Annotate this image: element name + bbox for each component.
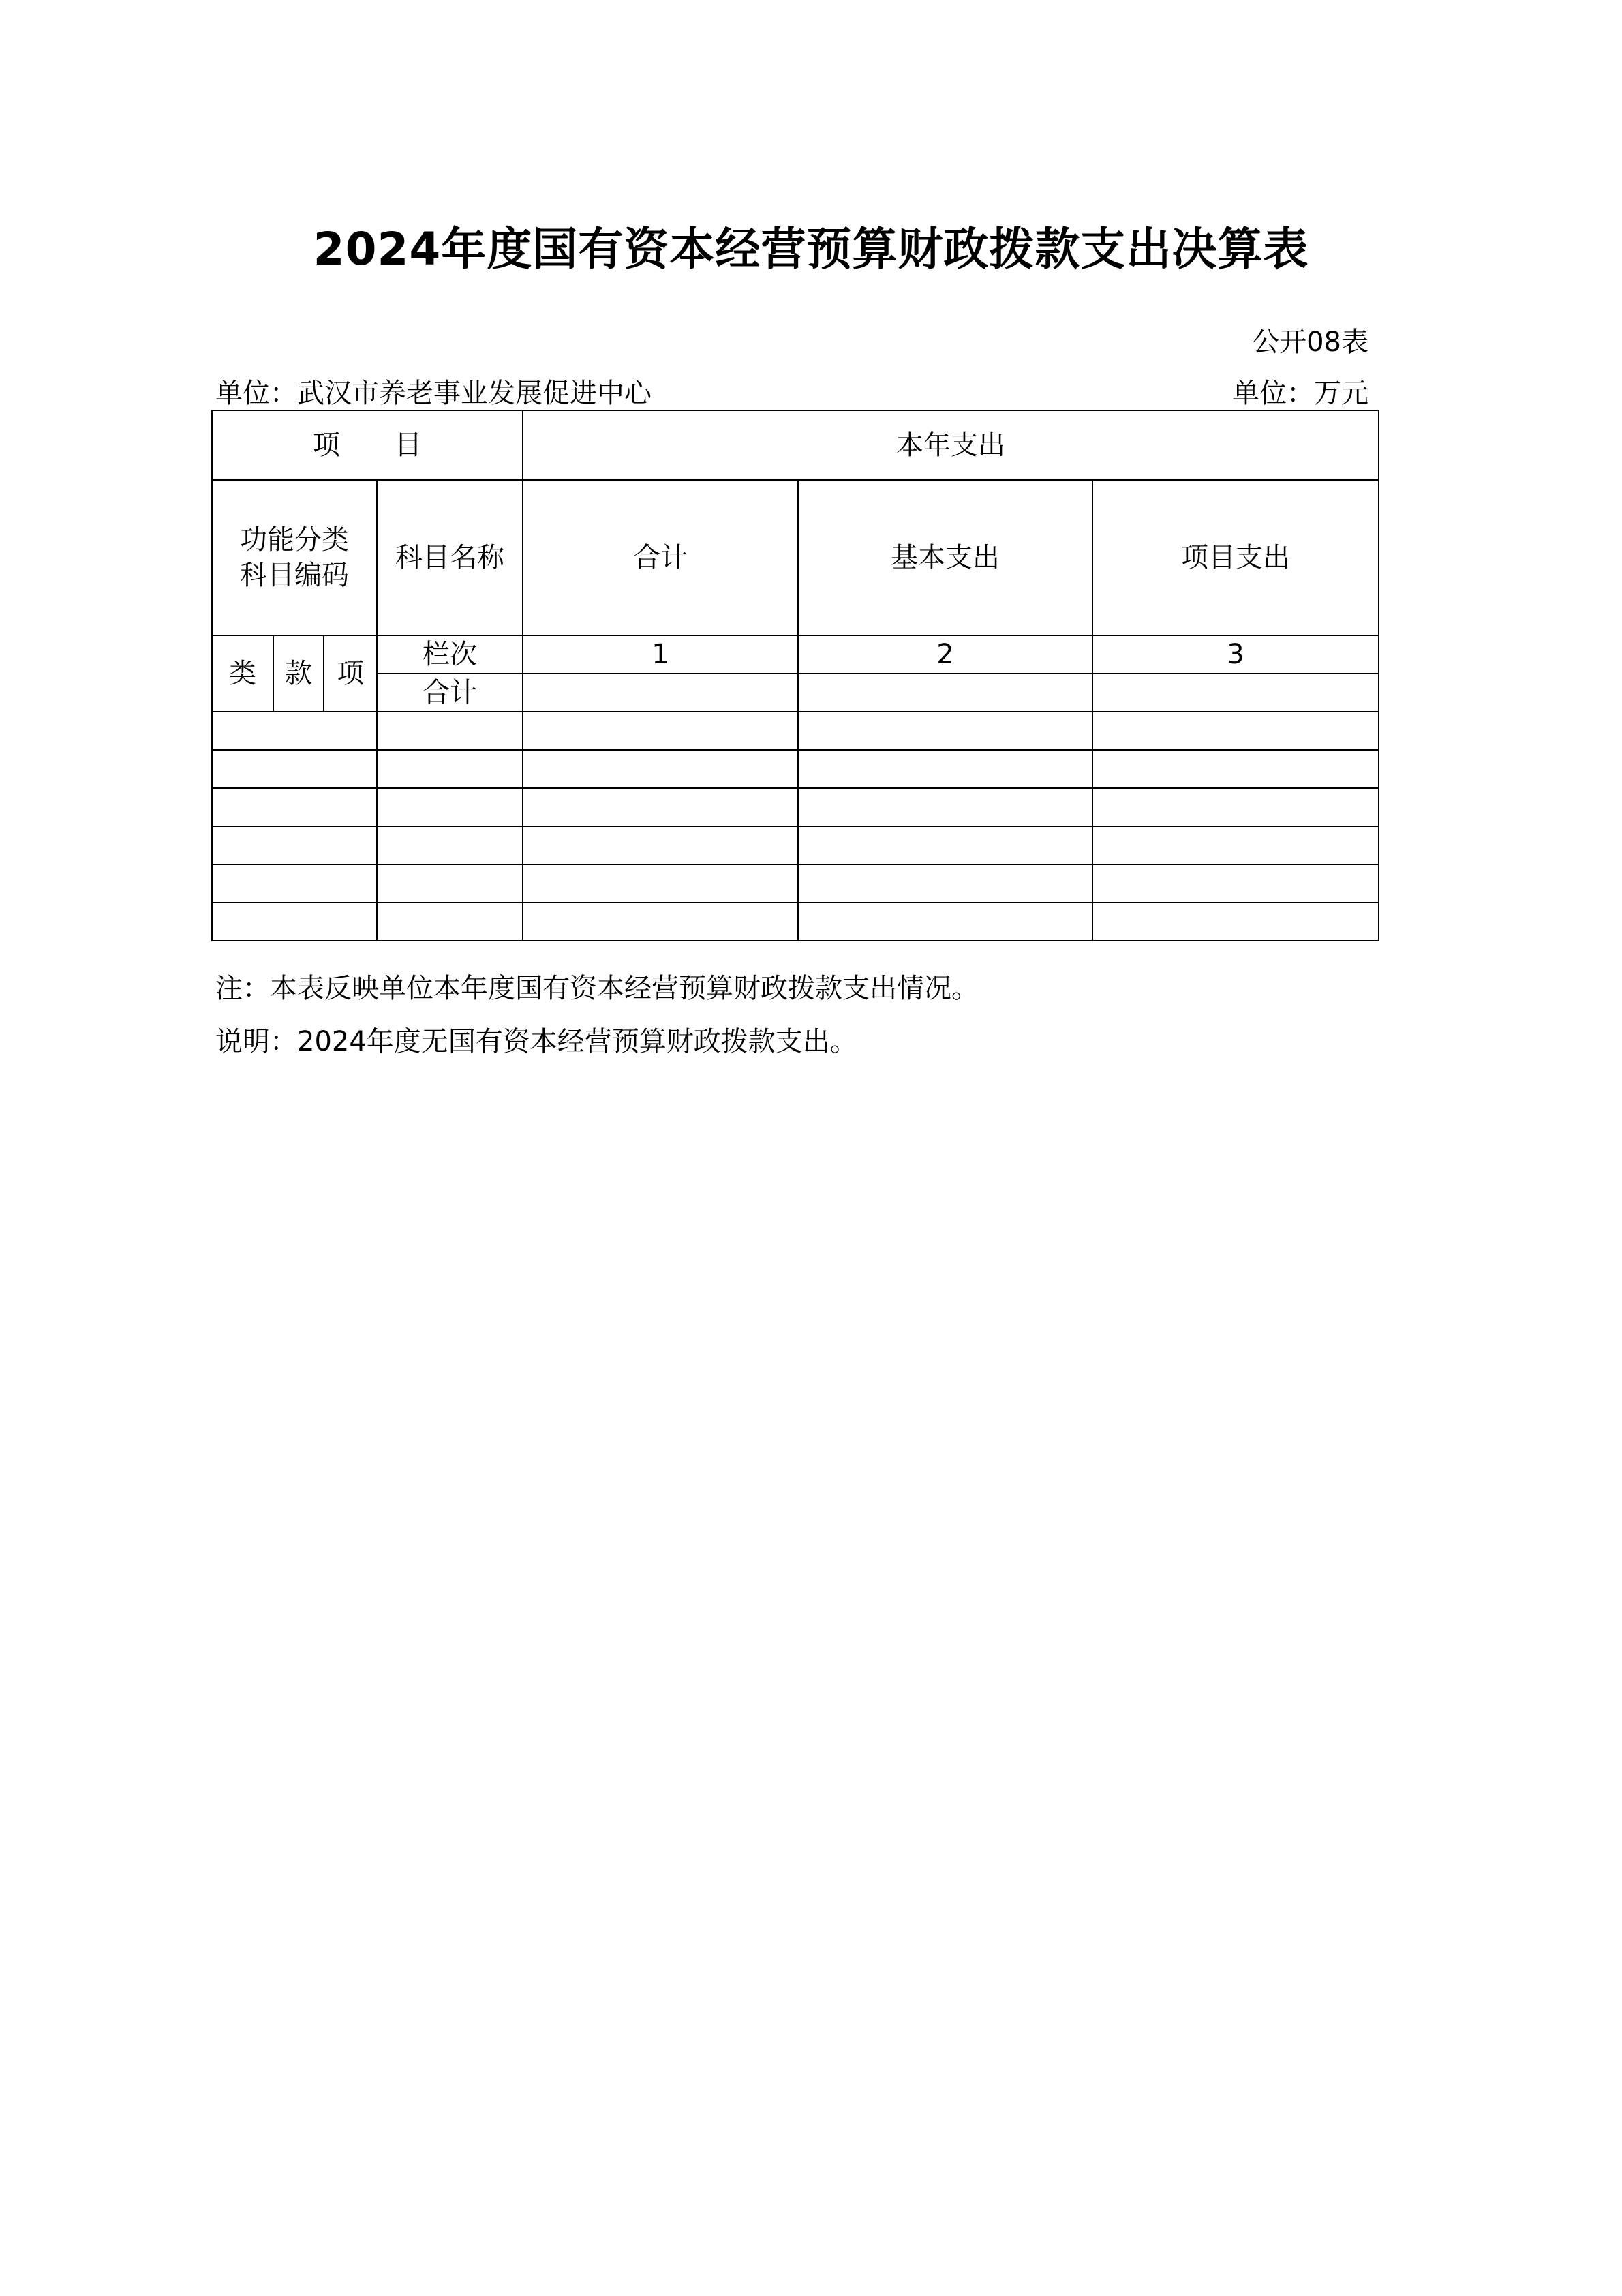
header-project-expense: 项目支出 — [1092, 480, 1379, 635]
table-explanation: 说明：2024年度无国有资本经营预算财政拨款支出。 — [215, 1026, 857, 1057]
table-cell — [523, 712, 798, 750]
table-cell — [798, 903, 1092, 941]
header-xiang: 项 — [324, 635, 377, 712]
table-note: 注：本表反映单位本年度国有资本经营预算财政拨款支出情况。 — [215, 973, 979, 1004]
table-cell — [377, 826, 523, 864]
table-row — [212, 750, 1379, 788]
table-cell — [1092, 826, 1379, 864]
table-cell — [798, 826, 1092, 864]
table-cell — [523, 826, 798, 864]
table-cell — [212, 750, 377, 788]
header-basic-expense: 基本支出 — [798, 480, 1092, 635]
total-cell — [1092, 674, 1379, 712]
table-cell — [798, 750, 1092, 788]
table-cell — [1092, 712, 1379, 750]
column-order-label: 栏次 — [377, 635, 523, 674]
table-cell — [377, 712, 523, 750]
table-cell — [523, 864, 798, 903]
header-subject-name: 科目名称 — [377, 480, 523, 635]
table-row — [212, 788, 1379, 826]
table-cell — [1092, 750, 1379, 788]
page-title: 2024年度国有资本经营预算财政拨款支出决算表 — [313, 223, 1309, 275]
column-number-3: 3 — [1092, 635, 1379, 674]
header-lei: 类 — [212, 635, 273, 712]
header-total: 合计 — [523, 480, 798, 635]
table-cell — [523, 788, 798, 826]
table-row — [212, 864, 1379, 903]
total-cell — [798, 674, 1092, 712]
header-item: 项 目 — [212, 410, 523, 480]
header-function-code — [212, 480, 377, 635]
table-cell — [1092, 788, 1379, 826]
column-number-2: 2 — [798, 635, 1092, 674]
table-cell — [377, 750, 523, 788]
table-row — [212, 826, 1379, 864]
reporting-unit: 单位：武汉市养老事业发展促进中心 — [215, 378, 652, 409]
total-row-label: 合计 — [377, 674, 523, 712]
table-cell — [212, 826, 377, 864]
table-cell — [212, 788, 377, 826]
table-cell — [523, 903, 798, 941]
table-cell — [212, 864, 377, 903]
table-cell — [377, 864, 523, 903]
expenditure-table — [211, 410, 1379, 941]
table-row — [212, 903, 1379, 941]
function-code-line2: 科目编码 — [240, 560, 349, 591]
header-year-expense: 本年支出 — [523, 410, 1379, 480]
header-kuan: 款 — [273, 635, 324, 712]
form-number: 公开08表 — [1252, 327, 1368, 358]
table-cell — [1092, 864, 1379, 903]
table-cell — [798, 712, 1092, 750]
table-cell — [1092, 903, 1379, 941]
table-cell — [377, 903, 523, 941]
table-cell — [523, 750, 798, 788]
table-cell — [212, 903, 377, 941]
table-cell — [798, 864, 1092, 903]
total-cell — [523, 674, 798, 712]
table-cell — [377, 788, 523, 826]
table-row — [212, 712, 1379, 750]
table-cell — [212, 712, 377, 750]
column-number-1: 1 — [523, 635, 798, 674]
currency-unit: 单位：万元 — [1232, 378, 1368, 409]
table-cell — [798, 788, 1092, 826]
function-code-line1: 功能分类 — [240, 524, 349, 556]
